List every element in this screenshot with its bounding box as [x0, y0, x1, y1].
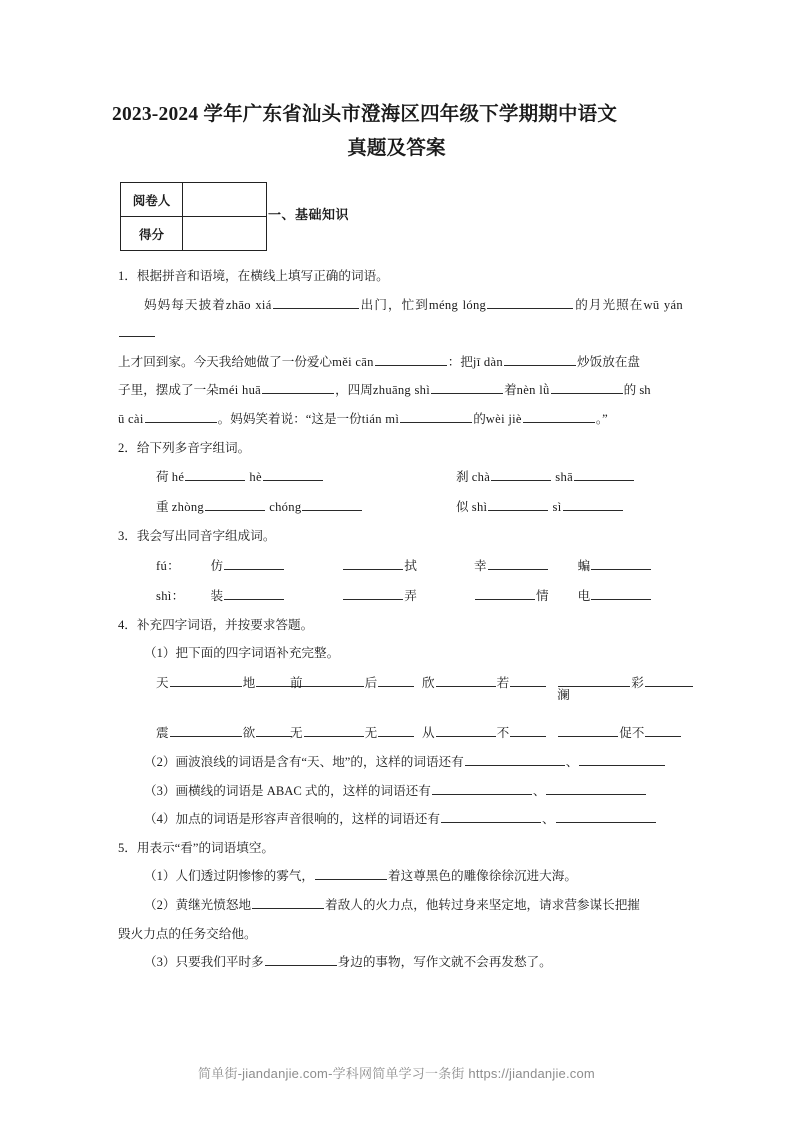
question-3-head: 3．我会写出同音字组成词。 [118, 529, 276, 544]
grader-label: 阅卷人 [121, 183, 183, 217]
blank-field[interactable] [563, 497, 623, 511]
idiom-item [422, 718, 547, 748]
q1-pinyin-wuyan: wū yán [643, 297, 684, 312]
tongyin-cell [342, 551, 474, 581]
blank-field[interactable] [558, 723, 618, 737]
table-row [121, 217, 267, 251]
sub-2-sep: 、 [565, 754, 579, 769]
blank-field[interactable] [591, 556, 651, 570]
blank-field[interactable] [441, 809, 541, 823]
q1-pinyin-shucai: ū cài [118, 411, 144, 426]
blank-field[interactable] [488, 497, 548, 511]
q5-s2-b: 着敌人的火力点，他转过身来坚定地，请求营参谋长把摧 [325, 897, 640, 912]
blank-field[interactable] [145, 409, 217, 423]
idiom-char-a: 震 [156, 725, 169, 740]
tongyin-row-shi [118, 581, 683, 611]
q1-pinyin-meican: měi cān [332, 354, 374, 369]
blank-field[interactable] [315, 866, 387, 880]
idiom-item [156, 668, 280, 698]
q1-pinyin-weijie: wèi jiè [485, 411, 522, 426]
blank-field[interactable] [523, 409, 595, 423]
duoyin-pinyin: shā [555, 470, 573, 485]
score-label: 得分 [121, 217, 183, 251]
tongyin-post: 弄 [404, 588, 417, 603]
question-4-sub-1: （1）把下面的四字词语补充完整。 [144, 646, 340, 661]
duoyin-item [156, 492, 456, 522]
blank-field[interactable] [510, 673, 546, 687]
blank-field[interactable] [431, 380, 503, 394]
q1-text-a: 妈妈每天披着 [144, 297, 226, 312]
duoyin-pinyin: hè [249, 470, 262, 485]
question-5-sub-3 [118, 948, 683, 977]
q1-text-b: 出门，忙到 [359, 297, 429, 312]
blank-field[interactable] [185, 467, 245, 481]
grader-value[interactable] [183, 183, 267, 217]
idiom-char-a: 无 [290, 725, 303, 740]
blank-field[interactable] [436, 673, 496, 687]
blank-field[interactable] [645, 723, 681, 737]
question-5-head: 5．用表示“看”的词语填空。 [118, 840, 275, 855]
idiom-item [290, 718, 412, 748]
duoyin-pinyin: hé [171, 470, 185, 485]
question-1-line-4 [118, 405, 683, 434]
sub-4-sep: 、 [541, 812, 555, 827]
idiom-char-b: 若 [496, 675, 510, 690]
question-5-sub-1 [118, 862, 683, 891]
question-4-sub-3 [118, 777, 683, 806]
q1-text-c: 的月光照在 [574, 297, 644, 312]
question-4-head: 4．补充四字词语，并按要求答题。 [118, 617, 314, 632]
blank-field[interactable] [551, 380, 623, 394]
table-row [121, 183, 267, 217]
blank-field[interactable] [304, 723, 364, 737]
q5-s1-b: 着这尊黑色的雕像徐徐沉进大海。 [388, 869, 577, 884]
duoyin-char: 似 [456, 500, 469, 515]
tongyin-pre: 电 [577, 588, 591, 603]
blank-field[interactable] [378, 673, 414, 687]
idiom-item [290, 668, 412, 698]
sub-4-text: （4）加点的词语是形容声音很响的，这样的词语还有 [144, 812, 440, 827]
blank-field[interactable] [556, 809, 656, 823]
sub-3-sep: 、 [532, 783, 546, 798]
q5-s3-a: （3）只要我们平时多 [144, 955, 264, 970]
idiom-char-b: 地 [242, 675, 256, 690]
blank-field[interactable] [436, 723, 496, 737]
q5-s1-a: （1）人们透过阴惨惨的雾气， [144, 869, 315, 884]
duoyin-char: 刹 [456, 470, 469, 485]
question-5 [118, 834, 683, 977]
blank-field[interactable] [304, 673, 364, 687]
idiom-char-b: 后 [364, 675, 378, 690]
question-1-line-2 [118, 348, 683, 377]
question-2-head: 2．给下列多音字组词。 [118, 440, 251, 455]
blank-field[interactable] [475, 586, 535, 600]
q1-pinyin-zhuangshi: zhuāng shì [372, 383, 431, 398]
tongyin-pre: 装 [210, 588, 224, 603]
idiom-row-1 [156, 668, 683, 702]
blank-field[interactable] [645, 673, 693, 687]
document-body [0, 262, 793, 977]
idiom-char-a: 从 [422, 725, 435, 740]
idiom-item [422, 668, 547, 698]
tongyin-cell [578, 581, 683, 611]
duoyin-pinyin: chóng [269, 500, 302, 515]
blank-field[interactable] [170, 673, 242, 687]
section-heading: 一、基础知识 [268, 207, 350, 222]
sub-2-text: （2）画波浪线的词语是含有“天、地”的，这样的词语还有 [144, 754, 464, 769]
q1-text-e: ：把 [447, 354, 473, 369]
page-title [0, 0, 793, 166]
q1-text-l: 的 [473, 411, 486, 426]
duoyin-char: 重 [156, 500, 169, 515]
question-5-sub-2-cont: 毁火力点的任务交给他。 [118, 926, 257, 941]
blank-field[interactable] [205, 497, 265, 511]
tongyin-post: 拭 [404, 558, 417, 573]
q1-pinyin-menglong: méng lóng [428, 297, 487, 312]
title-line-1: 2023-2024 学年广东省汕头市澄海区四年级下学期期中语文 [112, 104, 618, 125]
blank-field[interactable] [265, 952, 337, 966]
tongyin-cell [474, 581, 578, 611]
sub-3-text: （3）画横线的词语是 ABAC 式的，这样的词语还有 [144, 783, 431, 798]
idiom-item-wrapped [557, 668, 689, 702]
blank-field[interactable] [546, 781, 646, 795]
q1-text-j: 的 sh [623, 383, 651, 398]
idiom-item [557, 718, 682, 748]
q1-text-m: 。” [595, 411, 608, 426]
question-1-line-1 [118, 291, 683, 348]
blank-field[interactable] [504, 352, 576, 366]
idiom-char-a: 前 [290, 675, 303, 690]
q1-pinyin-jidan: jī dàn [472, 354, 504, 369]
blank-field[interactable] [343, 556, 403, 570]
blank-field[interactable] [488, 556, 548, 570]
blank-field[interactable] [252, 895, 324, 909]
score-table [120, 182, 267, 251]
blank-field[interactable] [343, 586, 403, 600]
blank-field[interactable] [119, 323, 155, 337]
tongyin-cell [210, 551, 342, 581]
idiom-char-b: 欲 [242, 725, 256, 740]
tongyin-post: 情 [535, 588, 549, 603]
question-1-line-3 [118, 376, 683, 405]
duoyin-pinyin: zhòng [171, 500, 205, 515]
blank-field[interactable] [574, 467, 634, 481]
idiom-char-b: 不 [496, 725, 510, 740]
idiom-char-b: 无 [364, 725, 378, 740]
idiom-char-a: 天 [156, 675, 169, 690]
question-2-grid [118, 462, 683, 522]
q1-text-h: ，四周 [335, 383, 373, 398]
q5-s3-b: 身边的事物，写作文就不会再发愁了。 [337, 955, 552, 970]
blank-field[interactable] [375, 352, 447, 366]
duoyin-pinyin: sì [552, 500, 562, 515]
duoyin-item [156, 462, 456, 492]
q1-pinyin-nenlv: nèn lǜ [516, 383, 550, 398]
tongyin-cell [342, 581, 474, 611]
q1-text-g: 子里，摆成了一朵 [118, 383, 219, 398]
idiom-char-a: 欣 [422, 675, 435, 690]
q1-pinyin-meihua: méi huā [218, 383, 262, 398]
duoyin-item [456, 462, 683, 492]
q1-text-d: 上才回到家。今天我给她做了一份爱心 [118, 354, 333, 369]
tongyin-cell [210, 581, 342, 611]
question-1-head: 1．根据拼音和语境，在横线上填写正确的词语。 [118, 269, 389, 283]
blank-field[interactable] [591, 586, 651, 600]
duoyin-char: 荷 [156, 470, 169, 485]
duoyin-item [456, 492, 683, 522]
tongyin-label: fú： [156, 558, 180, 573]
question-4-sub-2 [118, 748, 683, 777]
tongyin-cell [578, 551, 683, 581]
blank-field[interactable] [579, 752, 665, 766]
q5-s2-a: （2）黄继光愤怒地 [144, 897, 252, 912]
tongyin-pre: 仿 [210, 558, 224, 573]
section-header-block [0, 182, 793, 256]
question-3 [118, 522, 683, 611]
idiom-block [118, 668, 683, 748]
title-line-2: 真题及答案 [347, 138, 446, 159]
tongyin-row-fu [118, 551, 683, 581]
blank-field[interactable] [256, 723, 292, 737]
question-1 [118, 262, 683, 434]
tongyin-cell [474, 551, 578, 581]
footer-watermark: 简单街-jiandanjie.com-学科网简单学习一条街 https://jiandanjie.com [198, 1066, 595, 1081]
question-5-sub-2 [118, 891, 683, 920]
duoyin-pinyin: shì [471, 500, 488, 515]
blank-field[interactable] [262, 380, 334, 394]
duoyin-pinyin: chà [471, 470, 491, 485]
blank-field[interactable] [263, 467, 323, 481]
idiom-char-b: 促不 [619, 725, 645, 740]
question-2 [118, 434, 683, 523]
blank-field[interactable] [432, 781, 532, 795]
blank-field[interactable] [491, 467, 551, 481]
q1-text-k: 。妈妈笑着说：“这是一份 [217, 411, 362, 426]
tongyin-pre: 幸 [473, 558, 487, 573]
idiom-char-c: 澜 [557, 687, 570, 702]
blank-field[interactable] [465, 752, 565, 766]
q1-pinyin-tianmi: tián mì [361, 411, 400, 426]
idiom-row-2 [156, 718, 683, 748]
blank-field[interactable] [224, 586, 284, 600]
blank-field[interactable] [510, 723, 546, 737]
blank-field[interactable] [302, 497, 362, 511]
question-4 [118, 611, 683, 834]
score-value[interactable] [183, 217, 267, 251]
blank-field[interactable] [487, 295, 573, 309]
blank-field[interactable] [224, 556, 284, 570]
q1-text-f: 炒饭放在盘 [577, 354, 640, 369]
blank-field[interactable] [273, 295, 359, 309]
idiom-item [156, 718, 280, 748]
blank-field[interactable] [378, 723, 414, 737]
blank-field[interactable] [400, 409, 472, 423]
tongyin-pre: 蝙 [577, 558, 591, 573]
q1-pinyin-zhaoxia: zhāo xiá [225, 297, 272, 312]
question-4-sub-4 [118, 805, 683, 834]
tongyin-label: shì： [156, 588, 185, 603]
q1-text-i: 着 [504, 383, 517, 398]
idiom-char-b: 彩 [631, 675, 644, 690]
blank-field[interactable] [170, 723, 242, 737]
